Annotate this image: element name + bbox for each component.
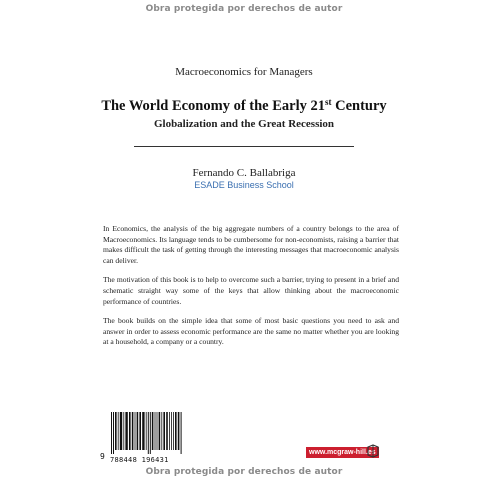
book-title <box>0 98 488 115</box>
author-affiliation: ESADE Business School <box>194 180 294 190</box>
blurb-paragraph: The book builds on the simple idea that some of most basic questions you need to ask and answer in order to assess economic performance are the same no matter whether you are looking at a household, a company or a country. <box>103 316 399 347</box>
series-title: Macroeconomics for Managers <box>175 66 313 78</box>
title-main: The World Economy of the Early 21 <box>101 98 325 114</box>
publisher-logo-icon <box>366 444 380 458</box>
book-subtitle: Globalization and the Great Recession <box>153 118 335 130</box>
blurb-paragraph: In Economics, the analysis of the big aggregate numbers of a country belongs to the area of Macroeconomics. Its language tends to be cumbersome for non-economists, raising a barrier that makes difficult the task of getting through the interesting messages that macroeconomic analysis can deliver. <box>103 224 399 265</box>
barcode-digits: 788448 196431 <box>110 456 169 464</box>
barcode-first-digit: 9 <box>100 452 105 461</box>
publisher-url[interactable]: www.mcgraw-hill.es <box>306 447 379 458</box>
watermark-bottom: Obra protegida por derechos de autor <box>145 467 343 477</box>
divider-rule <box>134 146 354 147</box>
watermark-top: Obra protegida por derechos de autor <box>145 4 343 14</box>
blurb-paragraph: The motivation of this book is to help to overcome such a barrier, trying to present in a brief and schematic straight way some of the keys that allow thinking about the macroeconomic performance of countries. <box>103 275 399 306</box>
barcode-bars-icon <box>110 412 182 454</box>
isbn-barcode <box>100 412 182 462</box>
author-name: Fernando C. Ballabriga <box>192 167 296 179</box>
title-end: Century <box>331 98 387 114</box>
title-superscript: st <box>325 97 332 107</box>
blurb <box>103 224 399 357</box>
